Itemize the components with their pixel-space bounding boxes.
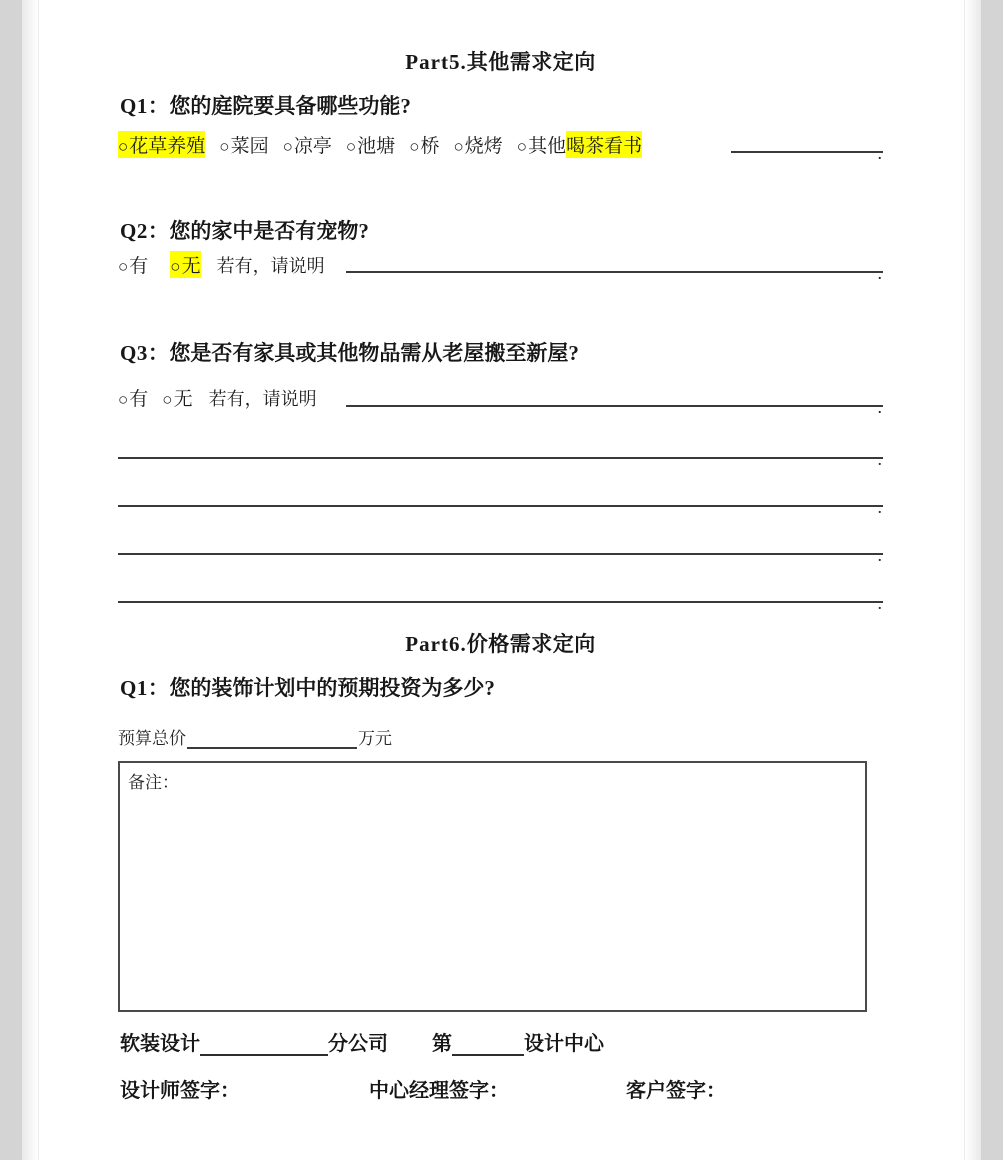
option-shaokao[interactable] — [453, 131, 502, 158]
signature-customer-label: 客户签字： — [626, 1080, 726, 1102]
budget-input-blank[interactable] — [187, 730, 357, 749]
signature-center-manager-label: 中心经理签字： — [369, 1080, 509, 1102]
part5-q1-options — [118, 131, 642, 158]
center-number-blank[interactable] — [452, 1036, 524, 1056]
budget-label: 预算总价 — [118, 729, 186, 748]
part5-heading-latin: Part5. — [405, 50, 467, 74]
center-prefix-label: 第 — [432, 1033, 452, 1055]
option-label: 桥 — [420, 136, 440, 157]
option-label: 有 — [129, 389, 149, 410]
radio-icon: ○ — [118, 257, 129, 276]
part6-heading-cn: 价格需求定向 — [466, 632, 596, 656]
center-suffix-label: 设计中心 — [524, 1033, 604, 1055]
option-chitang[interactable] — [346, 131, 395, 158]
part6-heading-latin: Part6. — [405, 632, 467, 656]
page-shadow-left — [22, 0, 38, 1160]
option-huacaoyangzhi[interactable] — [118, 131, 205, 158]
blank-write-line[interactable] — [118, 545, 883, 565]
option-wu[interactable] — [170, 251, 200, 278]
part5-q3-note-rule[interactable] — [346, 397, 883, 417]
trailing-dot: . — [877, 497, 882, 517]
document-page — [39, 0, 964, 1160]
option-label: 烧烤 — [464, 136, 503, 157]
option-label: 花草养殖 — [129, 136, 206, 157]
page-shadow-right — [965, 0, 981, 1160]
part5-q1-text: 您的庭院要具备哪些功能? — [169, 94, 411, 118]
part5-heading-cn: 其他需求定向 — [466, 50, 596, 74]
trailing-dot: . — [877, 593, 882, 613]
part5-q3-note-prompt: 若有，请说明 — [208, 389, 317, 409]
remark-box[interactable] — [118, 761, 867, 1012]
part5-q3-options — [118, 384, 317, 411]
blank-write-line[interactable] — [118, 497, 883, 517]
left-gutter — [0, 0, 22, 1160]
blank-write-line[interactable] — [118, 449, 883, 469]
company-suffix-label: 分公司 — [328, 1033, 388, 1055]
part5-heading — [118, 46, 883, 76]
part5-q1-other-value[interactable]: 喝茶看书 — [566, 131, 642, 158]
option-label: 其他 — [528, 136, 567, 157]
part6-heading — [118, 628, 883, 658]
radio-icon: ○ — [282, 137, 293, 156]
part5-q3-text: 您是否有家具或其他物品需从老屋搬至新屋? — [169, 341, 579, 365]
option-qita[interactable] — [517, 131, 566, 158]
option-label: 池塘 — [357, 136, 396, 157]
part5-q1-label: Q1： — [120, 94, 170, 118]
option-label: 菜园 — [230, 136, 269, 157]
part5-q3-label: Q3： — [120, 341, 170, 365]
radio-icon: ○ — [118, 390, 129, 409]
option-label: 无 — [173, 389, 193, 410]
option-caiyuan[interactable] — [219, 131, 268, 158]
signature-designer-label: 设计师签字： — [120, 1080, 240, 1102]
radio-icon: ○ — [453, 137, 464, 156]
part5-q2-note-rule[interactable] — [346, 263, 883, 283]
part5-q3-question — [120, 337, 579, 367]
remark-label: 备注： — [128, 773, 179, 792]
option-liangting[interactable] — [283, 131, 332, 158]
part6-q1-question — [120, 672, 495, 702]
option-label: 有 — [129, 256, 149, 277]
trailing-dot: . — [877, 545, 882, 565]
radio-icon: ○ — [162, 390, 173, 409]
option-label: 无 — [181, 256, 201, 277]
part5-q1-other-rule[interactable] — [731, 143, 883, 163]
option-wu[interactable] — [162, 384, 192, 411]
trailing-dot: . — [877, 263, 882, 283]
trailing-dot: . — [877, 143, 882, 163]
radio-icon: ○ — [219, 137, 230, 156]
part6-q1-text: 您的装饰计划中的预期投资为多少? — [169, 676, 495, 700]
budget-row — [118, 724, 392, 749]
option-label: 凉亭 — [293, 136, 332, 157]
part5-q2-question — [120, 215, 369, 245]
budget-unit: 万元 — [358, 729, 392, 748]
radio-icon: ○ — [345, 137, 357, 156]
part5-q2-note-prompt: 若有，请说明 — [216, 256, 325, 276]
part6-q1-label: Q1： — [120, 676, 170, 700]
page-edge-right — [964, 0, 965, 1160]
trailing-dot: . — [877, 449, 882, 469]
right-gutter — [981, 0, 1003, 1160]
branch-center-row — [120, 1027, 604, 1056]
radio-icon: ○ — [170, 257, 181, 276]
option-you[interactable] — [118, 384, 148, 411]
radio-icon: ○ — [409, 137, 420, 156]
trailing-dot: . — [877, 397, 882, 417]
option-you[interactable] — [118, 251, 148, 278]
part5-q2-text: 您的家中是否有宠物? — [169, 219, 369, 243]
option-qiao[interactable] — [409, 131, 439, 158]
part5-q2-options — [118, 251, 325, 278]
branch-name-blank[interactable] — [200, 1036, 328, 1056]
part5-q2-label: Q2： — [120, 219, 170, 243]
radio-icon: ○ — [516, 137, 528, 156]
blank-write-line[interactable] — [118, 593, 883, 613]
part5-q1-question — [120, 90, 411, 120]
radio-icon: ○ — [118, 137, 129, 156]
company-prefix-label: 软装设计 — [120, 1033, 200, 1055]
